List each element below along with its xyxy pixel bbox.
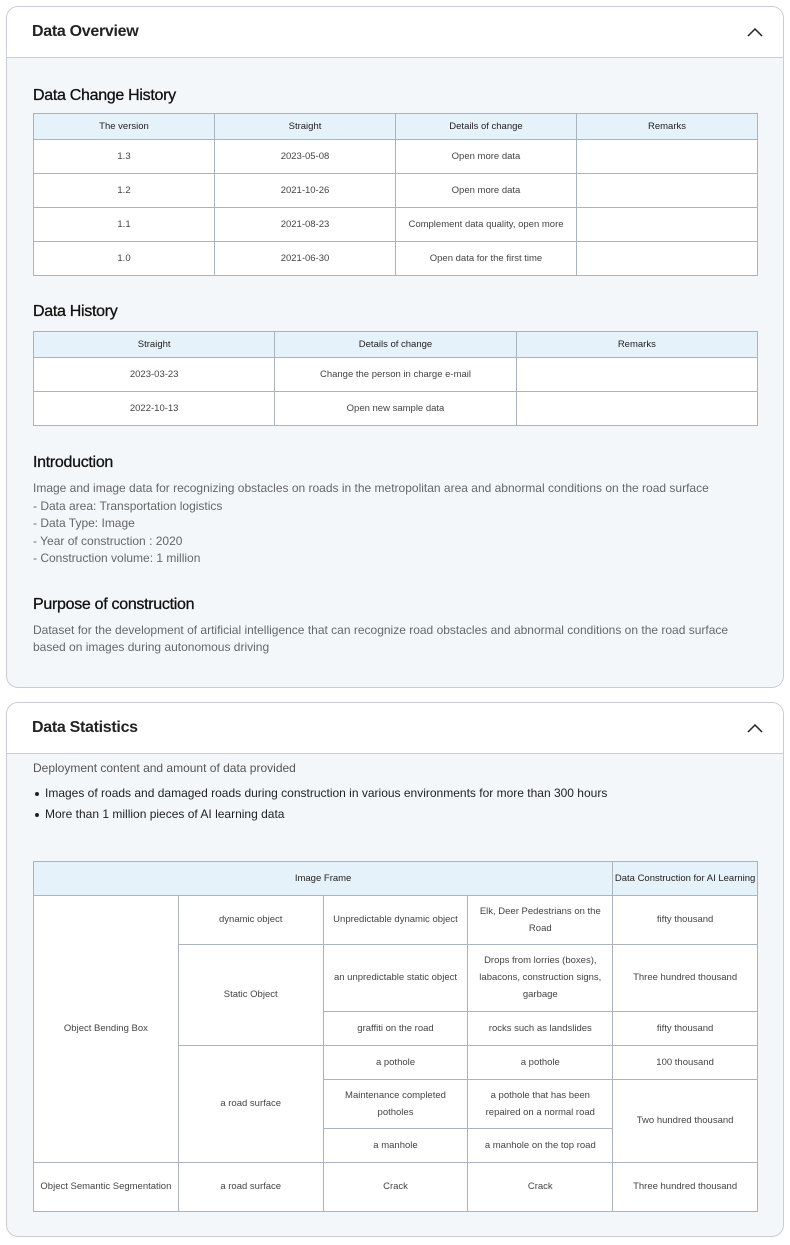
cell: 2021-06-30: [215, 242, 396, 276]
cell: 1.0: [34, 242, 215, 276]
cell: Crack: [468, 1162, 613, 1211]
table-row: [34, 392, 758, 426]
cell: graffiti on the road: [323, 1011, 468, 1045]
cell: [577, 174, 758, 208]
panel-title: Data Statistics: [32, 719, 138, 736]
cell: rocks such as landslides: [468, 1011, 613, 1045]
cell: [577, 208, 758, 242]
section-title: Data Change History: [33, 87, 176, 104]
cell: an unpredictable static object: [323, 944, 468, 1011]
data-history-table: [33, 331, 758, 426]
cell: 2023-05-08: [215, 140, 396, 174]
table-row: [34, 208, 758, 242]
cell: Change the person in charge e-mail: [275, 358, 516, 392]
statistics-table: [33, 861, 758, 1212]
col-header: Remarks: [516, 332, 757, 358]
cell: fifty thousand: [613, 1011, 758, 1045]
cell: Drops from lorries (boxes), labacons, construction signs, garbage: [468, 944, 613, 1011]
intro-line: - Year of construction : 2020: [33, 533, 183, 548]
cell: 100 thousand: [613, 1045, 758, 1079]
cell: Open more data: [396, 174, 577, 208]
chevron-up-icon[interactable]: [747, 27, 763, 37]
cell: Three hundred thousand: [613, 1162, 758, 1211]
cell: 1.1: [34, 208, 215, 242]
cell: Object Semantic Segmentation: [34, 1162, 179, 1211]
table-row: [34, 895, 758, 944]
data-overview-header[interactable]: [7, 7, 783, 58]
cell: 1.3: [34, 140, 215, 174]
col-header: Remarks: [577, 114, 758, 140]
col-header: Details of change: [275, 332, 516, 358]
col-header: Straight: [215, 114, 396, 140]
cell: Unpredictable dynamic object: [323, 895, 468, 944]
cell: fifty thousand: [613, 895, 758, 944]
cell: 2021-08-23: [215, 208, 396, 242]
cell: Crack: [323, 1162, 468, 1211]
cell: a pothole that has been repaired on a normal road: [468, 1079, 613, 1128]
col-header: Image Frame: [34, 861, 613, 895]
col-header: Straight: [34, 332, 275, 358]
intro-line: - Construction volume: 1 million: [33, 551, 201, 565]
cell: Elk, Deer Pedestrians on the Road: [468, 895, 613, 944]
bullet-item: More than 1 million pieces of AI learning data: [33, 804, 757, 825]
introduction-text: [33, 480, 757, 568]
cell: 2022-10-13: [34, 392, 275, 426]
panel-title: Data Overview: [32, 23, 139, 40]
cell: 2021-10-26: [215, 174, 396, 208]
section-title: Purpose of construction: [33, 595, 195, 613]
cell: Maintenance completed potholes: [323, 1079, 468, 1128]
chevron-up-icon[interactable]: [747, 723, 763, 733]
section-title: Data History: [33, 303, 118, 320]
data-statistics-header[interactable]: [7, 703, 783, 754]
bullet-item: Images of roads and damaged roads during construction in various environments for more than 300 hours: [33, 783, 757, 804]
data-overview-panel: [6, 6, 784, 688]
cell: 2023-03-23: [34, 358, 275, 392]
cell: a manhole on the top road: [468, 1128, 613, 1162]
purpose-text: Dataset for the development of artificial intelligence that can recognize road obstacles and abnormal conditions on the road surface based on images during autonomous driving: [33, 622, 729, 654]
cell: a pothole: [468, 1045, 613, 1079]
cell: Two hundred thousand: [613, 1079, 758, 1162]
statistics-subtitle: Deployment content and amount of data provided: [33, 761, 296, 775]
cell: [516, 358, 757, 392]
cell: Three hundred thousand: [613, 944, 758, 1011]
col-header: The version: [34, 114, 215, 140]
cell: Open more data: [396, 140, 577, 174]
table-row: [34, 1162, 758, 1211]
section-title: Introduction: [33, 454, 114, 471]
cell: [516, 392, 757, 426]
cell: a manhole: [323, 1128, 468, 1162]
change-history-table: [33, 113, 758, 276]
data-statistics-panel: [6, 702, 784, 1237]
cell: [577, 242, 758, 276]
intro-line: Image and image data for recognizing obstacles on roads in the metropolitan area and abnormal conditions on the road surface: [33, 481, 709, 495]
table-row: [34, 242, 758, 276]
cell: a road surface: [178, 1162, 323, 1211]
table-row: [34, 358, 758, 392]
table-row: [34, 174, 758, 208]
cell: a pothole: [323, 1045, 468, 1079]
cell: dynamic object: [178, 895, 323, 944]
cell: Open data for the first time: [396, 242, 577, 276]
cell: [577, 140, 758, 174]
cell: Object Bending Box: [34, 895, 179, 1162]
cell: 1.2: [34, 174, 215, 208]
cell: Static Object: [178, 944, 323, 1045]
statistics-bullets: [33, 783, 757, 825]
cell: a road surface: [178, 1045, 323, 1162]
col-header: Data Construction for AI Learning: [613, 861, 758, 895]
table-row: [34, 140, 758, 174]
intro-line: - Data Type: Image: [33, 516, 135, 530]
cell: Open new sample data: [275, 392, 516, 426]
cell: Complement data quality, open more: [396, 208, 577, 242]
col-header: Details of change: [396, 114, 577, 140]
intro-line: - Data area: Transportation logistics: [33, 498, 223, 513]
